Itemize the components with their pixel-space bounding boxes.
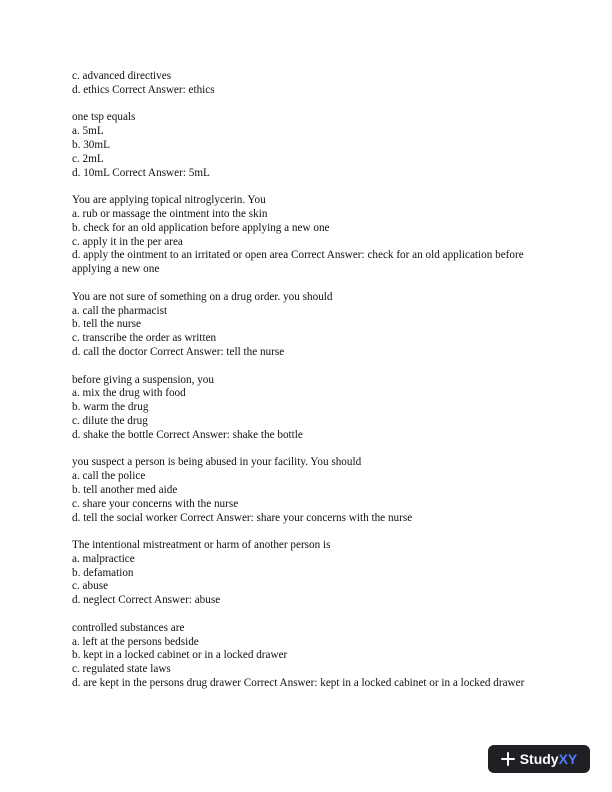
answer-option: d. shake the bottle Correct Answer: shake the bottle [72, 428, 303, 441]
answer-option: c. 2mL [72, 152, 104, 165]
question-text: one tsp equals [72, 111, 136, 124]
question-block [72, 456, 542, 525]
answer-option: d. ethics Correct Answer: ethics [72, 83, 215, 96]
answer-option: a. malpractice [72, 552, 135, 565]
answer-option: b. 30mL [72, 138, 110, 151]
answer-option: d. tell the social worker Correct Answer: share your concerns with the nurse [72, 511, 413, 524]
document-body [72, 70, 542, 705]
plus-icon [501, 752, 515, 766]
question-block [72, 111, 542, 180]
answer-option: b. warm the drug [72, 401, 149, 414]
answer-option: c. transcribe the order as written [72, 332, 217, 345]
answer-option: c. dilute the drug [72, 414, 148, 427]
answer-option: d. are kept in the persons drug drawer Correct Answer: kept in a locked cabinet or in a locked drawer [72, 677, 525, 690]
question-text: controlled substances are [72, 621, 185, 634]
answer-option: c. share your concerns with the nurse [72, 497, 239, 510]
question-text: You are applying topical nitroglycerin. You [72, 194, 266, 207]
answer-option: b. check for an old application before applying a new one [72, 221, 330, 234]
answer-option: a. rub or massage the ointment into the skin [72, 207, 268, 220]
question-text: before giving a suspension, you [72, 373, 214, 386]
answer-option: b. kept in a locked cabinet or in a locked drawer [72, 649, 288, 662]
answer-option: c. abuse [72, 580, 109, 593]
answer-option: d. call the doctor Correct Answer: tell the nurse [72, 345, 285, 358]
answer-option: b. defamation [72, 566, 134, 579]
answer-option: b. tell the nurse [72, 318, 141, 331]
studyxy-watermark[interactable] [488, 745, 590, 773]
question-block [72, 539, 542, 608]
brand-main: Study [519, 751, 559, 767]
answer-option: a. 5mL [72, 125, 104, 138]
question-block [72, 374, 542, 443]
question-block [72, 622, 542, 691]
brand-name [520, 751, 578, 767]
answer-option: c. advanced directives [72, 70, 172, 82]
brand-accent: XY [558, 751, 578, 767]
question-text: you suspect a person is being abused in your facility. You should [72, 456, 362, 469]
answer-option: a. mix the drug with food [72, 387, 186, 400]
answer-option: c. apply it in the per area [72, 235, 183, 248]
answer-option: d. 10mL Correct Answer: 5mL [72, 166, 210, 179]
question-block [72, 70, 542, 98]
answer-option: a. left at the persons bedside [72, 635, 199, 648]
question-block [72, 194, 542, 277]
answer-option: d. neglect Correct Answer: abuse [72, 594, 221, 607]
question-text: The intentional mistreatment or harm of another person is [72, 539, 331, 552]
answer-option: d. apply the ointment to an irritated or open area Correct Answer: check for an old application before applying a new one [72, 249, 524, 276]
answer-option: b. tell another med aide [72, 483, 178, 496]
answer-option: c. regulated state laws [72, 663, 171, 676]
answer-option: a. call the police [72, 470, 146, 483]
question-text: You are not sure of something on a drug order. you should [72, 290, 333, 303]
question-block [72, 291, 542, 360]
answer-option: a. call the pharmacist [72, 304, 168, 317]
